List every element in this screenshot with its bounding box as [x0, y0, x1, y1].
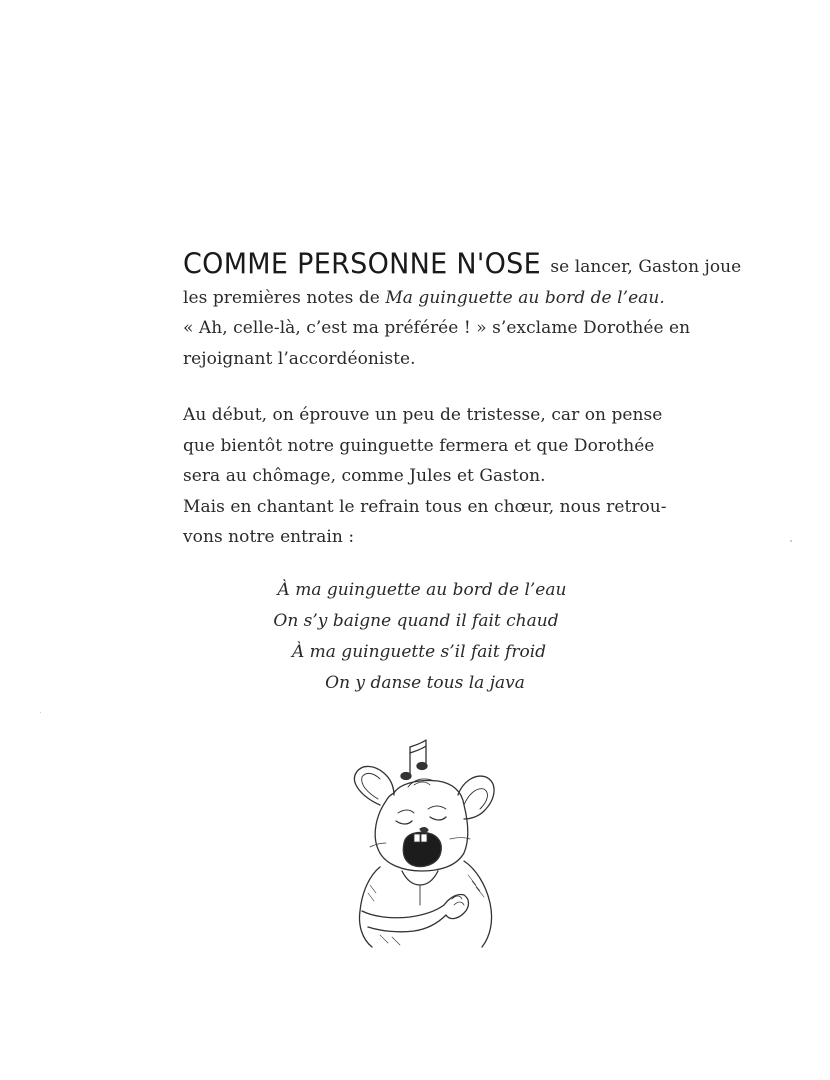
paragraph-2-line-3: sera au chômage, comme Jules et Gaston. — [183, 466, 546, 486]
paragraph-1-line-4: rejoignant l’accordéoniste. — [183, 348, 416, 369]
body-text — [183, 248, 742, 553]
verse-line-1: À ma guinguette au bord de l’eau — [277, 580, 567, 600]
paragraph-1-line-1 — [183, 248, 742, 283]
song-title: Ma guinguette au bord de l’eau. — [385, 287, 665, 308]
paragraph-2 — [183, 400, 667, 553]
paragraph-1 — [183, 248, 742, 374]
paragraph-1-line-1-text: se lancer, Gaston joue — [550, 257, 742, 277]
paragraph-spacer — [183, 374, 663, 400]
paragraph-1-line-2-prefix: les premières notes de — [183, 287, 386, 308]
paper-speck — [40, 712, 41, 713]
verse-line-4: On y danse tous la java — [325, 673, 525, 693]
singing-mouse-icon — [340, 735, 510, 955]
paragraph-2-line-2: que bientôt notre guinguette fermera et que Dorothée — [183, 435, 655, 456]
verse-line-2: On s’y baigne quand il fait chaud — [273, 611, 559, 631]
singing-mouse-illustration — [340, 735, 510, 955]
lead-in-heading: COMME PERSONNE N'OSE — [183, 248, 541, 281]
song-verse — [0, 575, 830, 699]
paragraph-2-line-4: Mais en chantant le refrain tous en chœur, nous retrou- — [183, 496, 667, 517]
paragraph-2-line-1: Au début, on éprouve un peu de tristesse, car on pense — [183, 405, 663, 425]
paper-speck — [790, 540, 792, 542]
music-note-icon — [401, 740, 427, 780]
paragraph-2-line-5: vons notre entrain : — [183, 527, 355, 547]
verse-line-3: À ma guinguette s’il fait froid — [291, 642, 547, 662]
paragraph-1-line-3: « Ah, celle-là, c’est ma préférée ! » s’exclame Dorothée en — [183, 318, 691, 338]
paragraph-1-line-2 — [183, 283, 663, 314]
